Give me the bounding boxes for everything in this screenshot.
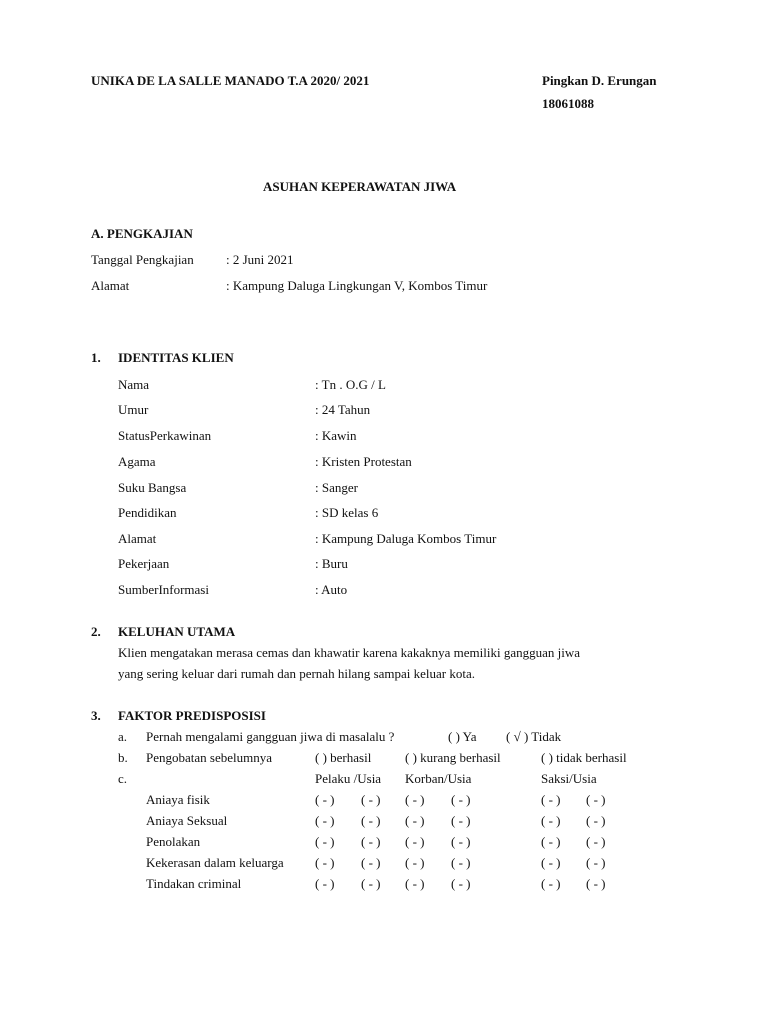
field-label: Tanggal Pengkajian — [91, 252, 194, 267]
option-ya: ( ) Ya — [448, 729, 477, 744]
table-row-label: Aniaya Seksual — [146, 813, 228, 828]
table-cell: ( - ) — [451, 813, 471, 828]
section-heading-faktor: FAKTOR PREDISPOSISI — [118, 708, 266, 723]
table-cell: ( - ) — [586, 813, 606, 828]
table-cell: ( - ) — [405, 813, 425, 828]
section-number: 2. — [91, 624, 101, 639]
field-label: SumberInformasi — [118, 582, 209, 597]
institution-header: UNIKA DE LA SALLE MANADO T.A 2020/ 2021 — [91, 73, 370, 88]
field-label: Nama — [118, 377, 150, 392]
option-tidak-berhasil: ( ) tidak berhasil — [541, 750, 627, 765]
table-cell: ( - ) — [361, 834, 381, 849]
table-row-label: Aniaya fisik — [146, 792, 210, 807]
table-cell: ( - ) — [541, 834, 561, 849]
column-header-pelaku: Pelaku /Usia — [315, 771, 382, 786]
field-value: : Sanger — [315, 480, 358, 495]
list-marker: c. — [118, 771, 128, 786]
field-value: : Kristen Protestan — [315, 454, 412, 469]
author-name: Pingkan D. Erungan — [542, 73, 657, 88]
table-cell: ( - ) — [541, 813, 561, 828]
section-number: 3. — [91, 708, 101, 723]
document-title: ASUHAN KEPERAWATAN JIWA — [263, 179, 457, 194]
table-cell: ( - ) — [451, 855, 471, 870]
table-cell: ( - ) — [315, 876, 335, 891]
option-berhasil: ( ) berhasil — [315, 750, 372, 765]
table-cell: ( - ) — [361, 792, 381, 807]
field-label: Pendidikan — [118, 505, 177, 520]
paragraph-line: Klien mengatakan merasa cemas dan khawatir karena kakaknya memiliki gangguan jiwa — [118, 645, 581, 660]
field-value: : Kampung Daluga Lingkungan V, Kombos Timur — [226, 278, 488, 293]
section-heading-keluhan: KELUHAN UTAMA — [118, 624, 236, 639]
column-header-korban: Korban/Usia — [405, 771, 472, 786]
table-cell: ( - ) — [315, 855, 335, 870]
table-cell: ( - ) — [586, 876, 606, 891]
column-header-saksi: Saksi/Usia — [541, 771, 597, 786]
list-marker: a. — [118, 729, 128, 744]
field-label: Umur — [118, 402, 149, 417]
option-kurang-berhasil: ( ) kurang berhasil — [405, 750, 501, 765]
field-value: : Tn . O.G / L — [315, 377, 386, 392]
table-cell: ( - ) — [361, 855, 381, 870]
table-cell: ( - ) — [451, 876, 471, 891]
table-cell: ( - ) — [451, 792, 471, 807]
table-cell: ( - ) — [405, 876, 425, 891]
section-heading-identitas: IDENTITAS KLIEN — [118, 350, 234, 365]
field-value: : SD kelas 6 — [315, 505, 379, 520]
field-value: : 2 Juni 2021 — [226, 252, 294, 267]
table-cell: ( - ) — [405, 855, 425, 870]
field-value: : Auto — [315, 582, 348, 597]
field-label: StatusPerkawinan — [118, 428, 212, 443]
option-tidak: ( √ ) Tidak — [506, 729, 562, 744]
field-label: Suku Bangsa — [118, 480, 187, 495]
table-cell: ( - ) — [361, 813, 381, 828]
field-value: : Kawin — [315, 428, 357, 443]
table-cell: ( - ) — [405, 792, 425, 807]
field-value: : 24 Tahun — [315, 402, 371, 417]
table-cell: ( - ) — [541, 876, 561, 891]
question-text: Pengobatan sebelumnya — [146, 750, 272, 765]
table-cell: ( - ) — [541, 792, 561, 807]
table-cell: ( - ) — [361, 876, 381, 891]
table-cell: ( - ) — [315, 834, 335, 849]
field-label: Agama — [118, 454, 156, 469]
question-text: Pernah mengalami gangguan jiwa di masalalu ? — [146, 729, 395, 744]
section-number: 1. — [91, 350, 101, 365]
table-row-label: Penolakan — [146, 834, 201, 849]
field-label: Pekerjaan — [118, 556, 170, 571]
table-cell: ( - ) — [405, 834, 425, 849]
table-cell: ( - ) — [315, 813, 335, 828]
table-row-label: Kekerasan dalam keluarga — [146, 855, 284, 870]
paragraph-line: yang sering keluar dari rumah dan pernah hilang sampai keluar kota. — [118, 666, 476, 681]
table-cell: ( - ) — [541, 855, 561, 870]
field-value: : Kampung Daluga Kombos Timur — [315, 531, 497, 546]
table-row-label: Tindakan criminal — [146, 876, 242, 891]
section-a-heading: A. PENGKAJIAN — [91, 226, 193, 241]
table-cell: ( - ) — [315, 792, 335, 807]
table-cell: ( - ) — [586, 834, 606, 849]
field-label: Alamat — [91, 278, 130, 293]
field-label: Alamat — [118, 531, 157, 546]
table-cell: ( - ) — [451, 834, 471, 849]
field-value: : Buru — [315, 556, 348, 571]
table-cell: ( - ) — [586, 792, 606, 807]
table-cell: ( - ) — [586, 855, 606, 870]
author-id: 18061088 — [542, 96, 594, 111]
list-marker: b. — [118, 750, 128, 765]
